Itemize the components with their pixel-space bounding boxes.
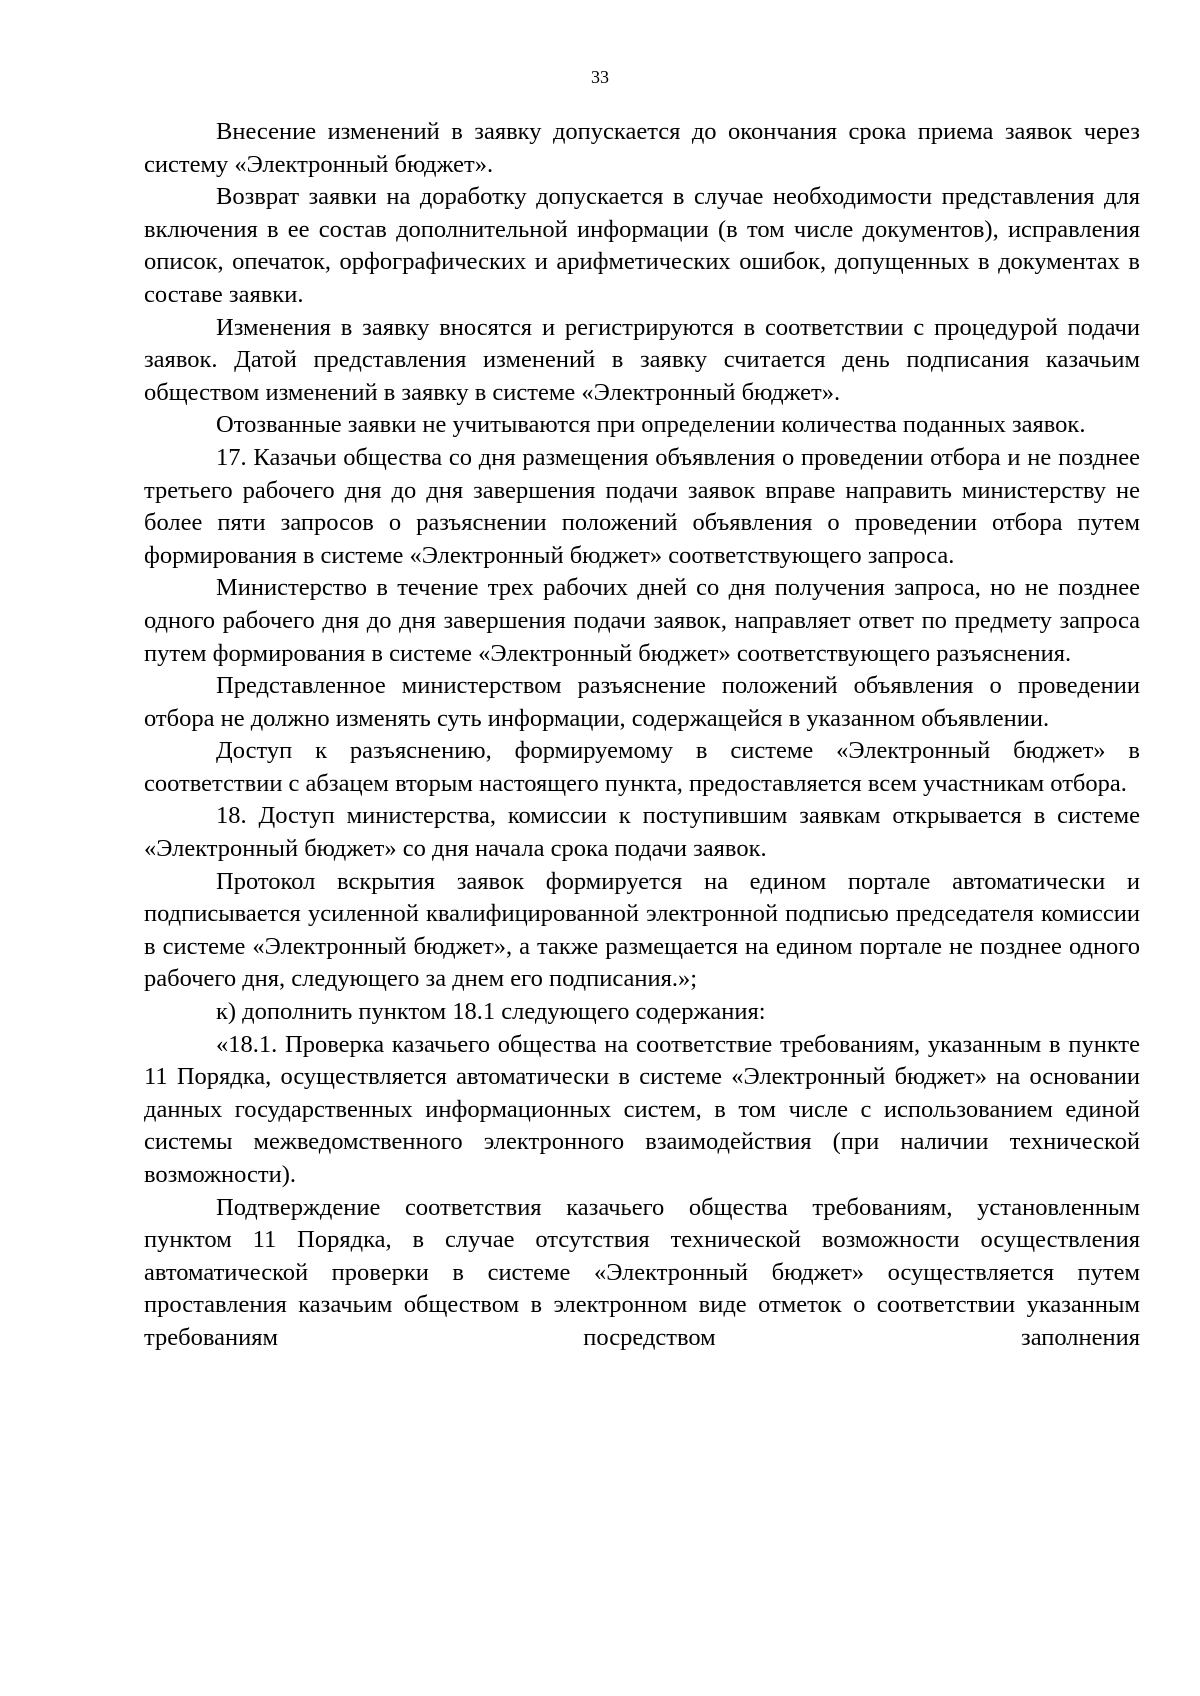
document-body	[144, 116, 1140, 1355]
paragraph: Возврат заявки на доработку допускается в случае необходимости представления для включения в ее состав дополнительной информации (в том числе документов), исправления описок, опечаток, орфографических и арифметических ошибок, допущенных в документах в составе заявки.	[144, 183, 1140, 308]
paragraph: Отозванные заявки не учитываются при определении количества поданных заявок.	[216, 411, 1086, 439]
paragraph: Доступ к разъяснению, формируемому в системе «Электронный бюджет» в соответствии с абзацем вторым настоящего пункта, предоставляется всем участникам отбора.	[144, 737, 1140, 797]
paragraph-item-18-1: «18.1. Проверка казачьего общества на соответствие требованиям, указанным в пункте 11 Порядка, осуществляется автоматически в системе «Электронный бюджет» на основании данных государственных информационных систем, в том числе с использованием единой системы межведомственного электронного взаимодействия (при наличии технической возможности).	[144, 1030, 1140, 1188]
paragraph: Представленное министерством разъяснение положений объявления о проведении отбора не должно изменять суть информации, содержащейся в указанном объявлении.	[144, 672, 1140, 732]
page-number: 33	[591, 67, 609, 87]
paragraph: Внесение изменений в заявку допускается до окончания срока приема заявок через систему «Электронный бюджет».	[144, 118, 1140, 178]
paragraph-amendment-k: к) дополнить пунктом 18.1 следующего содержания:	[216, 998, 766, 1026]
paragraph-item-17: 17. Казачьи общества со дня размещения объявления о проведении отбора и не позднее третьего рабочего дня до дня завершения подачи заявок вправе направить министерству не более пяти запросов о разъяснении положений объявления о проведении отбора путем формирования в системе «Электронный бюджет» соответствующего запроса.	[144, 443, 1140, 569]
paragraph: Министерство в течение трех рабочих дней со дня получения запроса, но не позднее одного рабочего дня до дня завершения подачи заявок, направляет ответ по предмету запроса путем формирования в системе «Электронный бюджет» соответствующего разъяснения.	[144, 574, 1140, 667]
paragraph: Изменения в заявку вносятся и регистрируются в соответствии с процедурой подачи заявок. Датой представления изменений в заявку считается день подписания казачьим обществом изменений в заявку в системе «Электронный бюджет».	[144, 313, 1140, 406]
paragraph: Протокол вскрытия заявок формируется на едином портале автоматически и подписывается усиленной квалифицированной электронной подписью председателя комиссии в системе «Электронный бюджет», а также размещается на едином портале не позднее одного рабочего дня, следующего за днем его подписания.»;	[144, 867, 1140, 993]
paragraph-item-18: 18. Доступ министерства, комиссии к поступившим заявкам открывается в системе «Электронный бюджет» со дня начала срока подачи заявок.	[144, 802, 1140, 863]
paragraph: Подтверждение соответствия казачьего общества требованиям, установленным пунктом 11 Порядка, в случае отсутствия технической возможности осуществления автоматической проверки в системе «Электронный бюджет» осуществляется путем проставления казачьим обществом в электронном виде отметок о соответствии указанным требованиям посредством заполнения	[144, 1193, 1140, 1351]
